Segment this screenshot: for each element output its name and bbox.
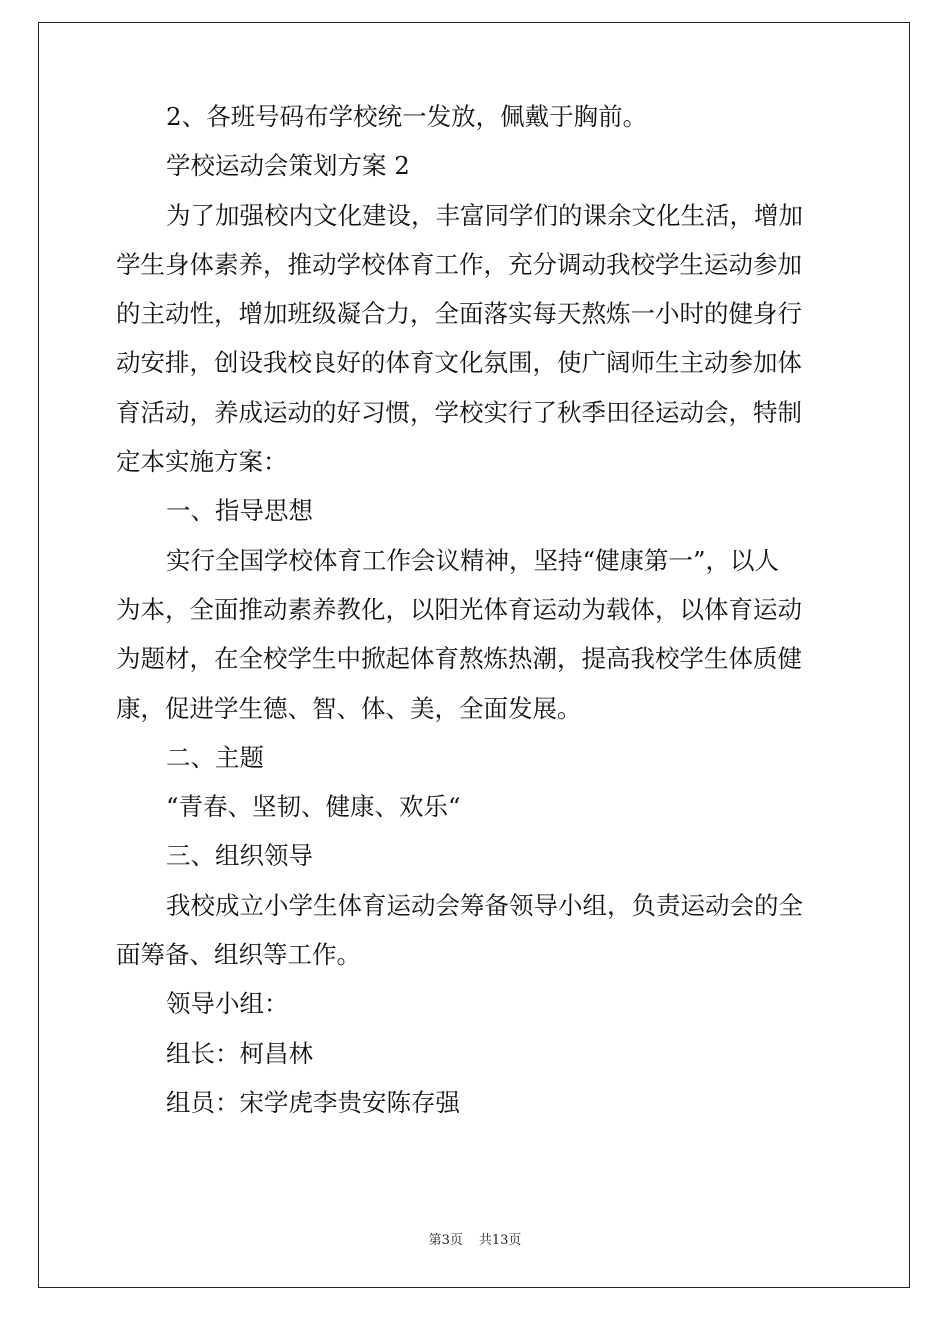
text-line: 我校成立小学生体育运动会筹备领导小组，负责运动会的全 (166, 890, 803, 920)
text-line: 的主动性，增加班级凝合力，全面落实每天熬炼一小时的健身行 (116, 299, 802, 329)
text-line: 为了加强校内文化建设，丰富同学们的课余文化生活，增加 (166, 200, 803, 230)
page-footer (0, 1232, 950, 1250)
text-line: 动安排，创设我校良好的体育文化氛围，使广阔师生主动参加体 (116, 348, 802, 378)
heading-guiding-ideology: 一、指导思想 (166, 496, 313, 526)
leadership-group-label: 领导小组： (166, 989, 289, 1019)
group-leader: 组长：柯昌林 (166, 1038, 313, 1068)
text-line: 学生身体素养，推动学校体育工作，充分调动我校学生运动参加 (116, 249, 802, 279)
page-number-current: 第3页 (428, 1233, 463, 1248)
group-members: 组员：宋学虎李贵安陈存强 (166, 1087, 460, 1117)
text-line: 育活动，养成运动的好习惯，学校实行了秋季田径运动会，特制 (116, 397, 802, 427)
text-line: 2、各班号码布学校统一发放，佩戴于胸前。 (166, 102, 648, 131)
heading-organization: 三、组织领导 (166, 841, 313, 871)
text-line: 康，促进学生德、智、体、美，全面发展。 (116, 693, 582, 723)
text-line: 实行全国学校体育工作会议精神，坚持“健康第一”，以人 (166, 545, 780, 575)
document-body (116, 92, 832, 1127)
heading-theme: 二、主题 (166, 742, 264, 772)
section-title: 学校运动会策划方案 2 (166, 151, 410, 181)
page-number-total: 共13页 (478, 1233, 522, 1248)
text-line: 为题材，在全校学生中掀起体育熬炼热潮，提高我校学生体质健 (116, 644, 802, 674)
theme-slogan: “青春、坚韧、健康、欢乐“ (166, 792, 461, 822)
text-line: 面筹备、组织等工作。 (116, 940, 361, 970)
text-line: 定本实施方案： (116, 447, 288, 477)
text-line: 为本，全面推动素养教化，以阳光体育运动为载体，以体育运动 (116, 594, 802, 624)
